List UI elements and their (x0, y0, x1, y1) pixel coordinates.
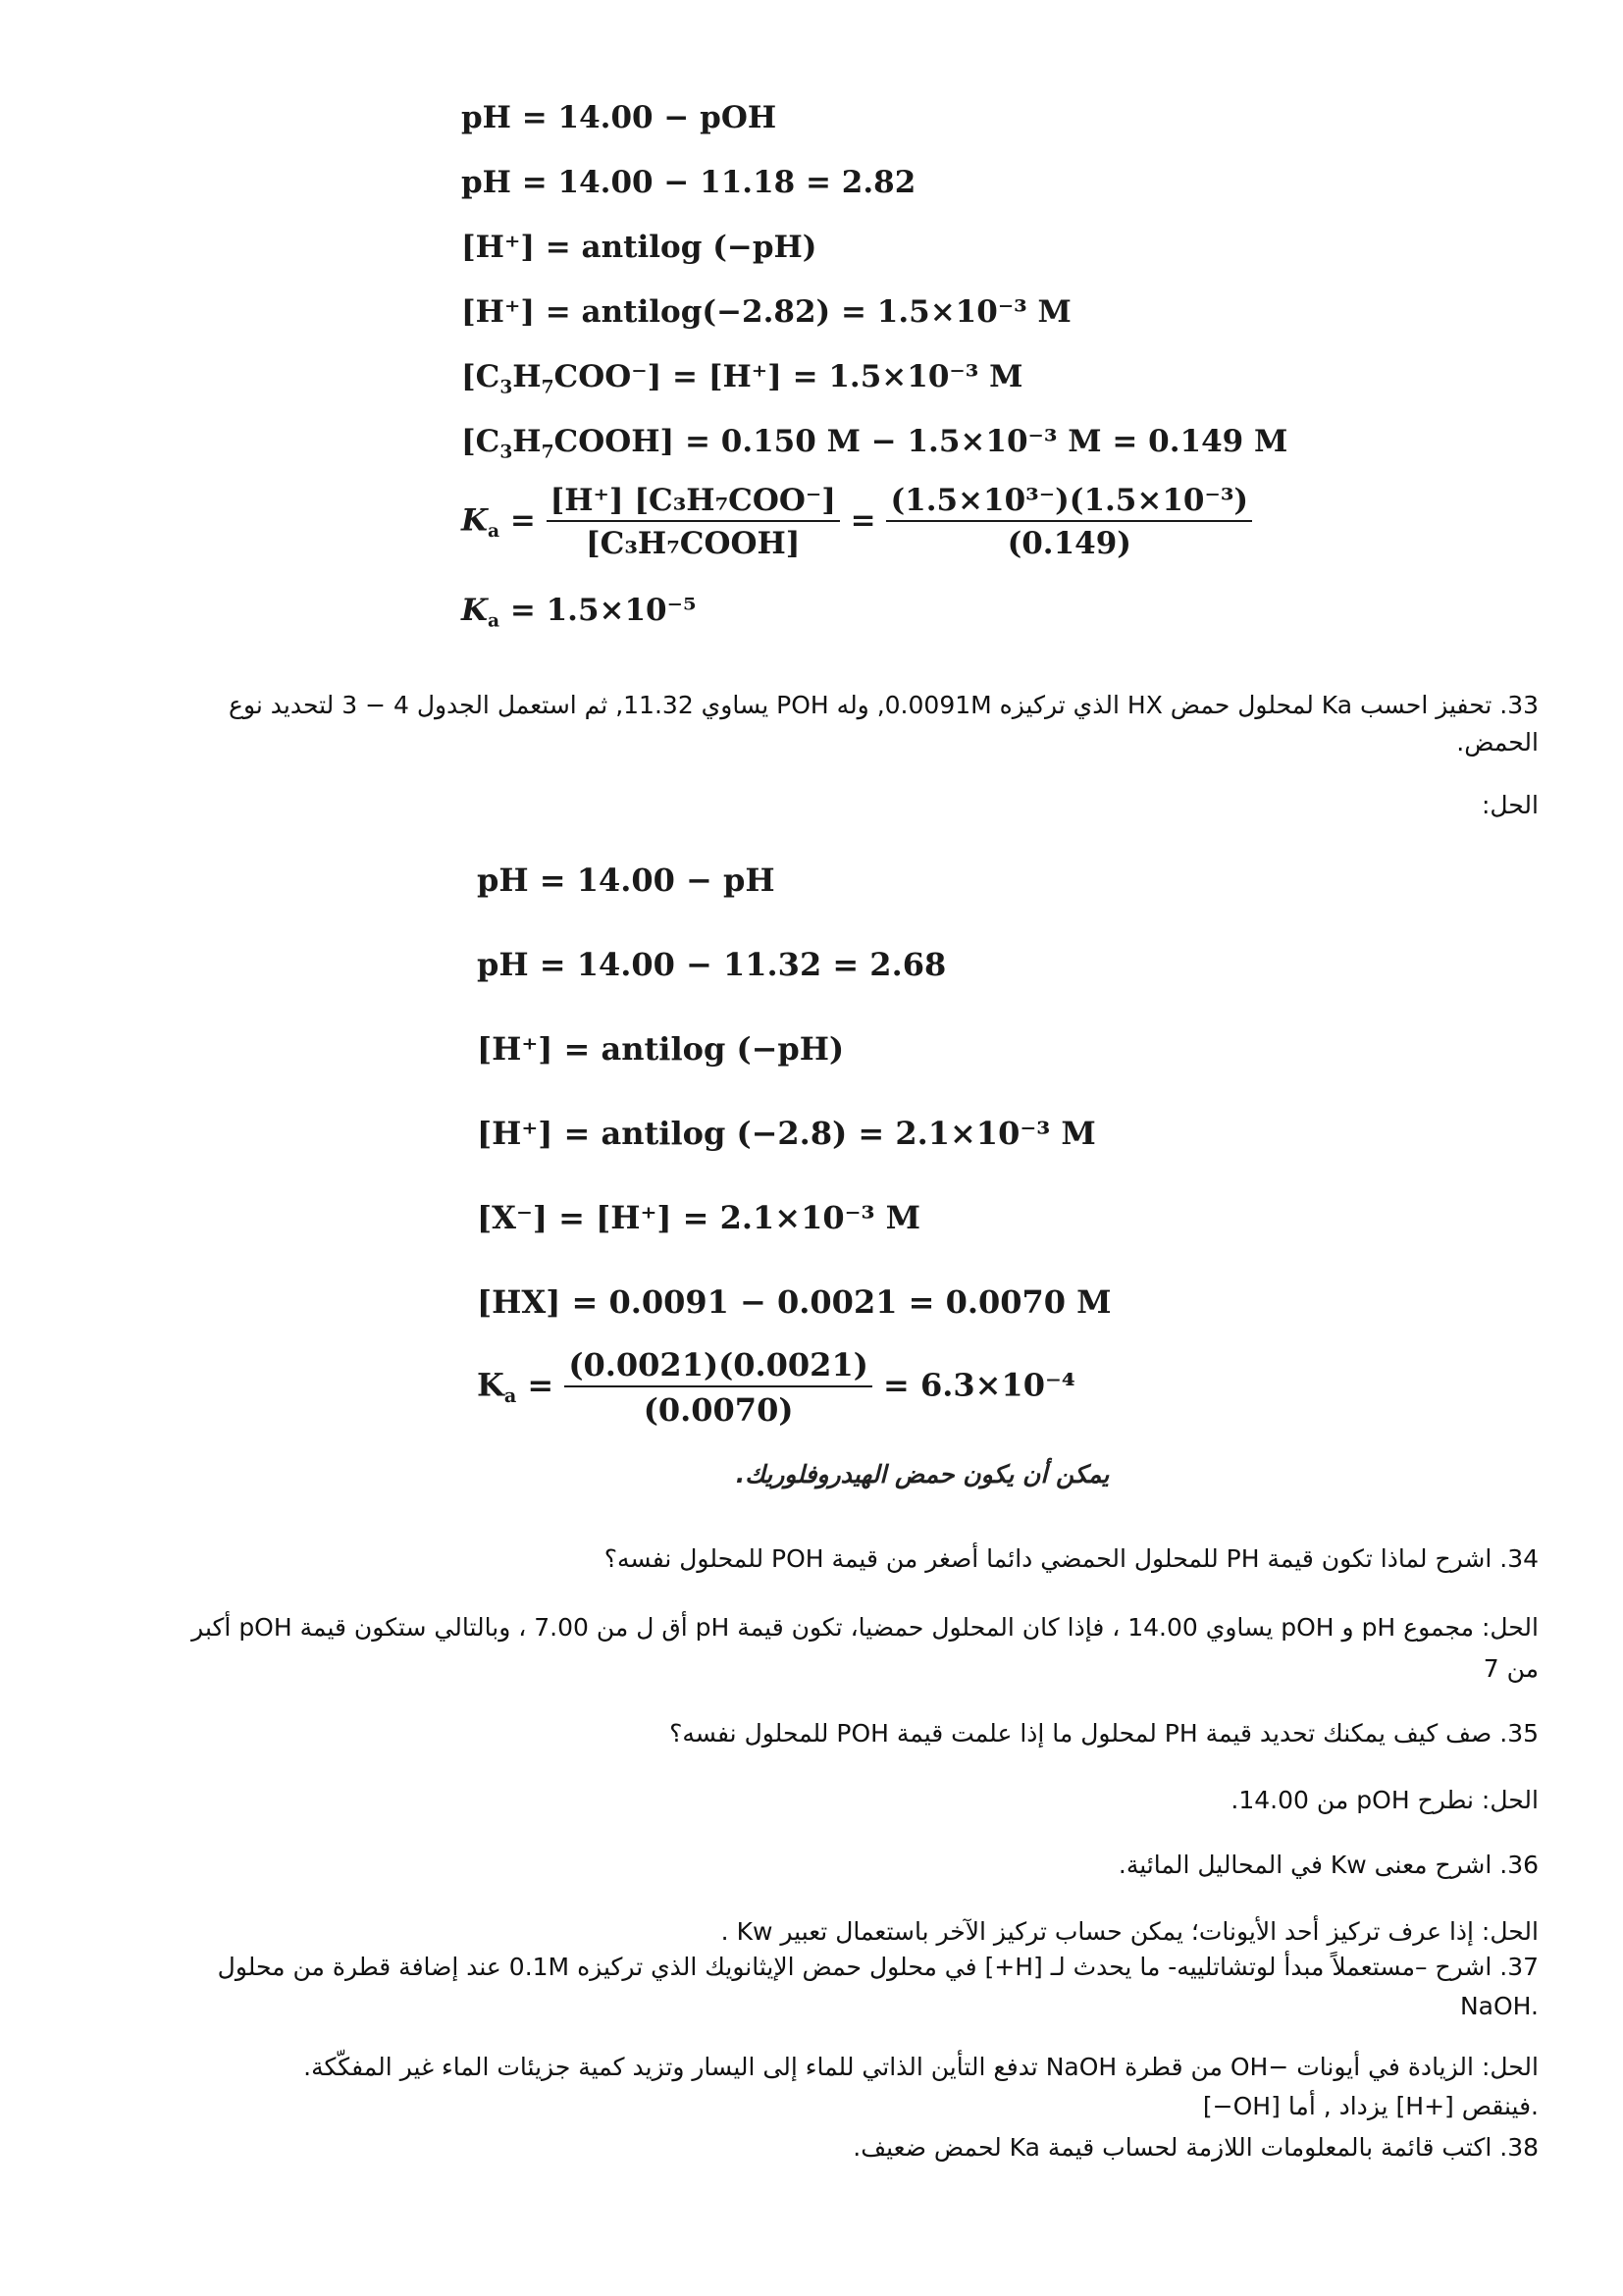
equation-h-antilog: [H⁺] = antilog (−pH) (461, 230, 817, 265)
equation-c3h7cooh: $[C_3H_7COOH] = 0.150$ M − 1.5×10⁻³ M = 0.149 M (461, 424, 1288, 463)
conclusion-hydrofluoric: يمكن أن يكون حمض الهيدروفلوريك. (735, 1460, 1110, 1488)
solution-label-33: الحل: (1481, 791, 1539, 819)
answer-37-line2: [−OH] يزداد , أما [H+] فينقص. (1202, 2092, 1539, 2120)
question-33-line2: الحمض. (1456, 728, 1539, 757)
equation-ka-expression: $K_a$ = $\frac{\text{[H⁺] [C₃H₇COO⁻]}}{\text{[C₃H₇COOH]}}$ = $\frac{\text{(1.5×10³⁻)(1.5×10⁻³)}}{(0.149)}$ (461, 483, 1252, 561)
equation-h-value: [H⁺] = antilog(−2.82) = 1.5×10⁻³ M (461, 294, 1072, 330)
fraction-ka-symbolic: $\frac{\text{[H⁺] [C₃H₇COO⁻]}}{\text{[C₃H₇COOH]}}$ (547, 483, 840, 561)
equation-c3h7coo: $[C_3H_7COO^-] = [H^+] = 1.5\times 10^{-3}$ M (461, 359, 1023, 398)
answer-34-line1: الحل: مجموع pH و pOH يساوي 14.00 ، فإذا كان المحلول حمضيا، تكون قيمة pH أق ل من 7.00 ، وبالتالي ستكون قيمة pOH أكبر (191, 1613, 1539, 1642)
answer-34-line2: من 7 (1483, 1654, 1539, 1683)
equation2-h-value: [H⁺] = antilog (−2.8) = 2.1×10⁻³ M (477, 1115, 1096, 1152)
equation2-h-antilog: [H⁺] = antilog (−pH) (477, 1030, 845, 1068)
answer-36: الحل: إذا عرف تركيز أحد الأيونات؛ يمكن حساب تركيز الآخر باستعمال تعبير Kw . (720, 1917, 1539, 1946)
equation-ph-value: pH = 14.00 − 11.18 = 2.82 (461, 165, 916, 200)
question-34: 34. اشرح لماذا تكون قيمة PH للمحلول الحمضي دائما أصغر من قيمة POH للمحلول نفسه؟ (603, 1544, 1539, 1573)
equation-ka-result: $K_a = 1.5\times 10^{-5}$ (461, 593, 697, 632)
question-37-line2: NaOH. (1459, 1992, 1539, 2020)
fraction2-ka: $\frac{(0.0021)(0.0021)}{(0.0070)}$ (564, 1346, 872, 1429)
answer-35: الحل: نطرح pOH من 14.00. (1230, 1786, 1539, 1814)
equation2-x-value: [X⁻] = [H⁺] = 2.1×10⁻³ M (477, 1199, 921, 1236)
equation2-ka: $K_a$ = $\frac{(0.0021)(0.0021)}{(0.0070)}$ = 6.3×10⁻⁴ (477, 1346, 1075, 1429)
question-33-line1: 33. تحفيز احسب Ka لمحلول حمض HX الذي تركيزه 0.0091M, وله POH يساوي 11.32, ثم استعمل الجدول 4 − 3 لتحديد نوع (229, 691, 1539, 719)
fraction-ka-numeric: $\frac{\text{(1.5×10³⁻)(1.5×10⁻³)}}{(0.149)}$ (886, 483, 1252, 561)
question-38: 38. اكتب قائمة بالمعلومات اللازمة لحساب قيمة Ka لحمض ضعيف. (853, 2133, 1539, 2162)
question-35: 35. صف كيف يمكنك تحديد قيمة PH لمحلول ما إذا علمت قيمة POH للمحلول نفسه؟ (669, 1719, 1539, 1748)
question-37-line1: 37. اشرح –مستعملاً مبدأ لوتشاتلييه- ما يحدث لـ [H+] في محلول حمض الإيثانويك الذي تركيزه 0.1M عند إضافة قطرة من محلول (217, 1953, 1539, 1981)
equation2-hx-value: [HX] = 0.0091 − 0.0021 = 0.0070 M (477, 1283, 1112, 1321)
equation2-ph-formula: pH = 14.00 − pH (477, 861, 775, 899)
equation-ph-poh: pH = 14.00 − pOH (461, 100, 777, 135)
equation2-ph-value: pH = 14.00 − 11.32 = 2.68 (477, 946, 947, 983)
answer-37-line1: الحل: الزيادة في أيونات −OH من قطرة NaOH تدفع التأين الذاتي للماء إلى اليسار وتزيد كمية جزيئات الماء غير المفكّكة. (303, 2053, 1539, 2081)
question-36: 36. اشرح معنى Kw في المحاليل المائية. (1118, 1851, 1539, 1879)
